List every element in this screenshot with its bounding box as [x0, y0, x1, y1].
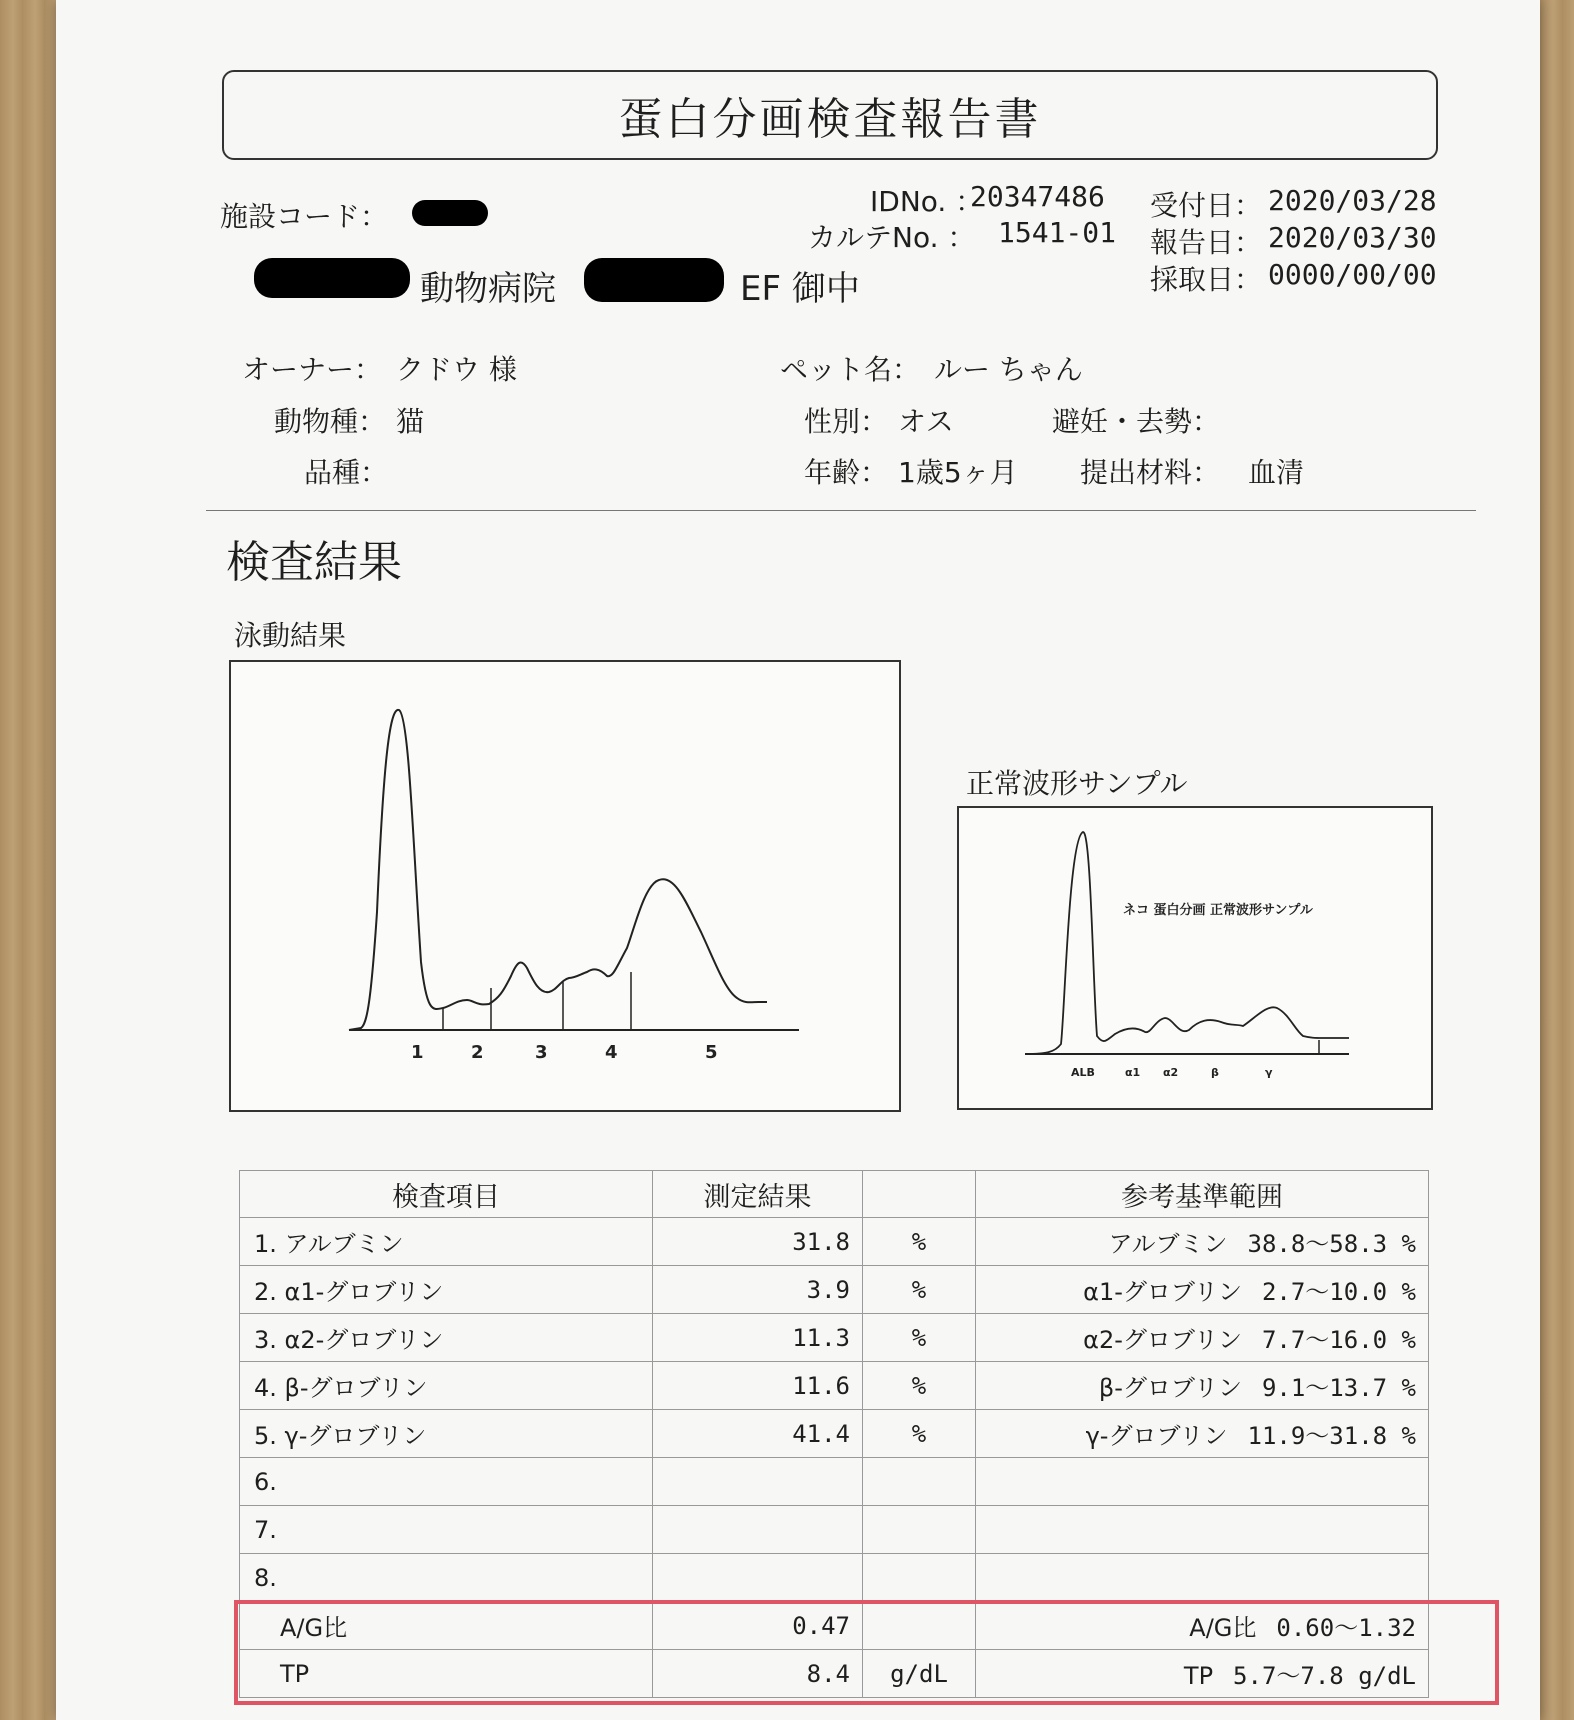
row-item: 5. γ-グロブリン — [240, 1410, 653, 1458]
header-reference: 参考基準範囲 — [976, 1171, 1429, 1218]
table-row — [240, 1362, 1429, 1410]
row-unit — [863, 1458, 976, 1506]
row-value — [653, 1458, 863, 1506]
row-reference-name: β-グロブリン — [1098, 1374, 1242, 1402]
received-date: 2020/03/28 — [1268, 184, 1437, 217]
neuter-label: 避妊・去勢： — [1052, 405, 1221, 438]
header-value: 測定結果 — [653, 1171, 863, 1218]
row-reference-name: TP — [1183, 1662, 1214, 1690]
row-reference — [976, 1410, 1429, 1458]
material-label: 提出材料： — [1080, 456, 1221, 489]
owner-label: オーナー： — [242, 353, 383, 386]
row-value — [653, 1554, 863, 1602]
row-reference-range: 2.7～10.0 % — [1261, 1278, 1416, 1306]
row-reference-name: α2-グロブリン — [1083, 1326, 1242, 1354]
row-item: TP — [240, 1650, 653, 1698]
redacted-branch-name — [584, 258, 724, 302]
row-reference-range: 7.7～16.0 % — [1261, 1326, 1416, 1354]
sampled-date: 0000/00/00 — [1268, 258, 1437, 291]
row-item: A/G比 — [240, 1602, 653, 1650]
highlight-box — [234, 1600, 1499, 1705]
sex-label: 性別： — [804, 405, 889, 438]
row-unit: % — [863, 1266, 976, 1314]
facility-code-label: 施設コード： — [220, 200, 389, 233]
row-reference-name: A/G比 — [1189, 1614, 1257, 1642]
row-reference-range: 11.9～31.8 % — [1247, 1422, 1416, 1450]
row-item: 8. — [240, 1554, 653, 1602]
row-unit — [863, 1506, 976, 1554]
reported-label: 報告日： — [1150, 226, 1263, 259]
material-value: 血清 — [1248, 456, 1305, 489]
row-reference-range: 9.1～13.7 % — [1261, 1374, 1416, 1402]
row-item: 4. β-グロブリン — [240, 1362, 653, 1410]
breed-label: 品種： — [304, 456, 389, 489]
table-row — [240, 1266, 1429, 1314]
row-value: 8.4 — [653, 1650, 863, 1698]
reported-date: 2020/03/30 — [1268, 221, 1437, 254]
header-item: 検査項目 — [240, 1171, 653, 1218]
normal-sample-chart — [957, 806, 1433, 1110]
row-value: 41.4 — [653, 1410, 863, 1458]
pet-value: ルー ちゃん — [934, 353, 1083, 386]
row-reference — [976, 1314, 1429, 1362]
sample-label-alpha2: α2 — [1163, 1066, 1179, 1079]
report-title: 蛋白分画検査報告書 — [618, 94, 1042, 145]
row-reference — [976, 1458, 1429, 1506]
fraction-label-1: 1 — [411, 1042, 424, 1063]
redacted-facility-code — [412, 200, 488, 226]
row-unit: % — [863, 1410, 976, 1458]
row-value: 0.47 — [653, 1602, 863, 1650]
id-label: IDNo. ： — [870, 185, 984, 218]
row-reference-range: 38.8～58.3 % — [1247, 1230, 1416, 1258]
karte-value: 1541-01 — [998, 216, 1117, 249]
report-title-box — [222, 70, 1438, 160]
pet-label: ペット名： — [780, 353, 921, 386]
fraction-label-2: 2 — [471, 1042, 484, 1063]
row-reference — [976, 1266, 1429, 1314]
species-label: 動物種： — [274, 405, 387, 438]
owner-value: クドウ 様 — [396, 353, 517, 386]
row-unit: % — [863, 1218, 976, 1266]
row-value: 11.6 — [653, 1362, 863, 1410]
sample-label-gamma: γ — [1265, 1066, 1273, 1079]
received-label: 受付日： — [1150, 189, 1263, 222]
table-row — [240, 1314, 1429, 1362]
age-value: 1歳5ヶ月 — [898, 456, 1018, 489]
row-reference — [976, 1506, 1429, 1554]
species-value: 猫 — [396, 405, 425, 438]
row-reference — [976, 1218, 1429, 1266]
row-value: 11.3 — [653, 1314, 863, 1362]
sample-title: 正常波形サンプル — [966, 767, 1188, 800]
row-item: 3. α2-グロブリン — [240, 1314, 653, 1362]
header-unit — [863, 1171, 976, 1218]
redacted-hospital-name — [254, 258, 410, 298]
row-value: 3.9 — [653, 1266, 863, 1314]
sample-label-alb: ALB — [1071, 1066, 1095, 1079]
sampled-label: 採取日： — [1150, 263, 1263, 296]
normal-sample-svg — [959, 808, 1431, 1108]
row-value: 31.8 — [653, 1218, 863, 1266]
normal-sample-curve — [1025, 832, 1349, 1054]
table-row — [240, 1218, 1429, 1266]
id-value: 20347486 — [970, 180, 1105, 213]
row-unit: % — [863, 1314, 976, 1362]
sample-label-beta: β — [1211, 1066, 1219, 1079]
row-reference-range: 5.7～7.8 g/dL — [1233, 1662, 1416, 1690]
addressee-text: EF 御中 — [740, 269, 860, 309]
fraction-label-4: 4 — [605, 1042, 618, 1063]
row-item: 1. アルブミン — [240, 1218, 653, 1266]
karte-label: カルテNo. ： — [808, 221, 976, 254]
report-paper — [56, 0, 1540, 1720]
electrophoresis-curve — [349, 710, 767, 1030]
table-row — [240, 1458, 1429, 1506]
row-unit: % — [863, 1362, 976, 1410]
row-unit — [863, 1554, 976, 1602]
row-reference-name: α1-グロブリン — [1083, 1278, 1242, 1306]
fraction-label-3: 3 — [535, 1042, 548, 1063]
row-reference — [976, 1554, 1429, 1602]
electrophoresis-chart — [229, 660, 901, 1112]
table-row — [240, 1554, 1429, 1602]
row-unit: g/dL — [863, 1650, 976, 1698]
section-divider — [206, 510, 1476, 511]
row-reference-name: γ-グロブリン — [1085, 1422, 1228, 1450]
age-label: 年齢： — [804, 456, 889, 489]
results-section-title: 検査結果 — [226, 537, 402, 588]
row-item: 7. — [240, 1506, 653, 1554]
row-reference-name: アルブミン — [1108, 1230, 1228, 1258]
row-reference-range: 0.60～1.32 — [1276, 1614, 1416, 1642]
electro-title: 泳動結果 — [234, 619, 347, 652]
row-reference — [976, 1362, 1429, 1410]
results-table-header — [240, 1171, 1429, 1218]
row-value — [653, 1506, 863, 1554]
hospital-text: 動物病院 — [420, 269, 556, 309]
electrophoresis-svg — [231, 662, 899, 1110]
sample-label-alpha1: α1 — [1125, 1066, 1141, 1079]
sample-caption: ネコ 蛋白分画 正常波形サンプル — [1123, 903, 1313, 918]
table-row — [240, 1410, 1429, 1458]
row-item: 2. α1-グロブリン — [240, 1266, 653, 1314]
row-item: 6. — [240, 1458, 653, 1506]
fraction-label-5: 5 — [705, 1042, 718, 1063]
sex-value: オス — [898, 405, 954, 438]
table-row — [240, 1506, 1429, 1554]
